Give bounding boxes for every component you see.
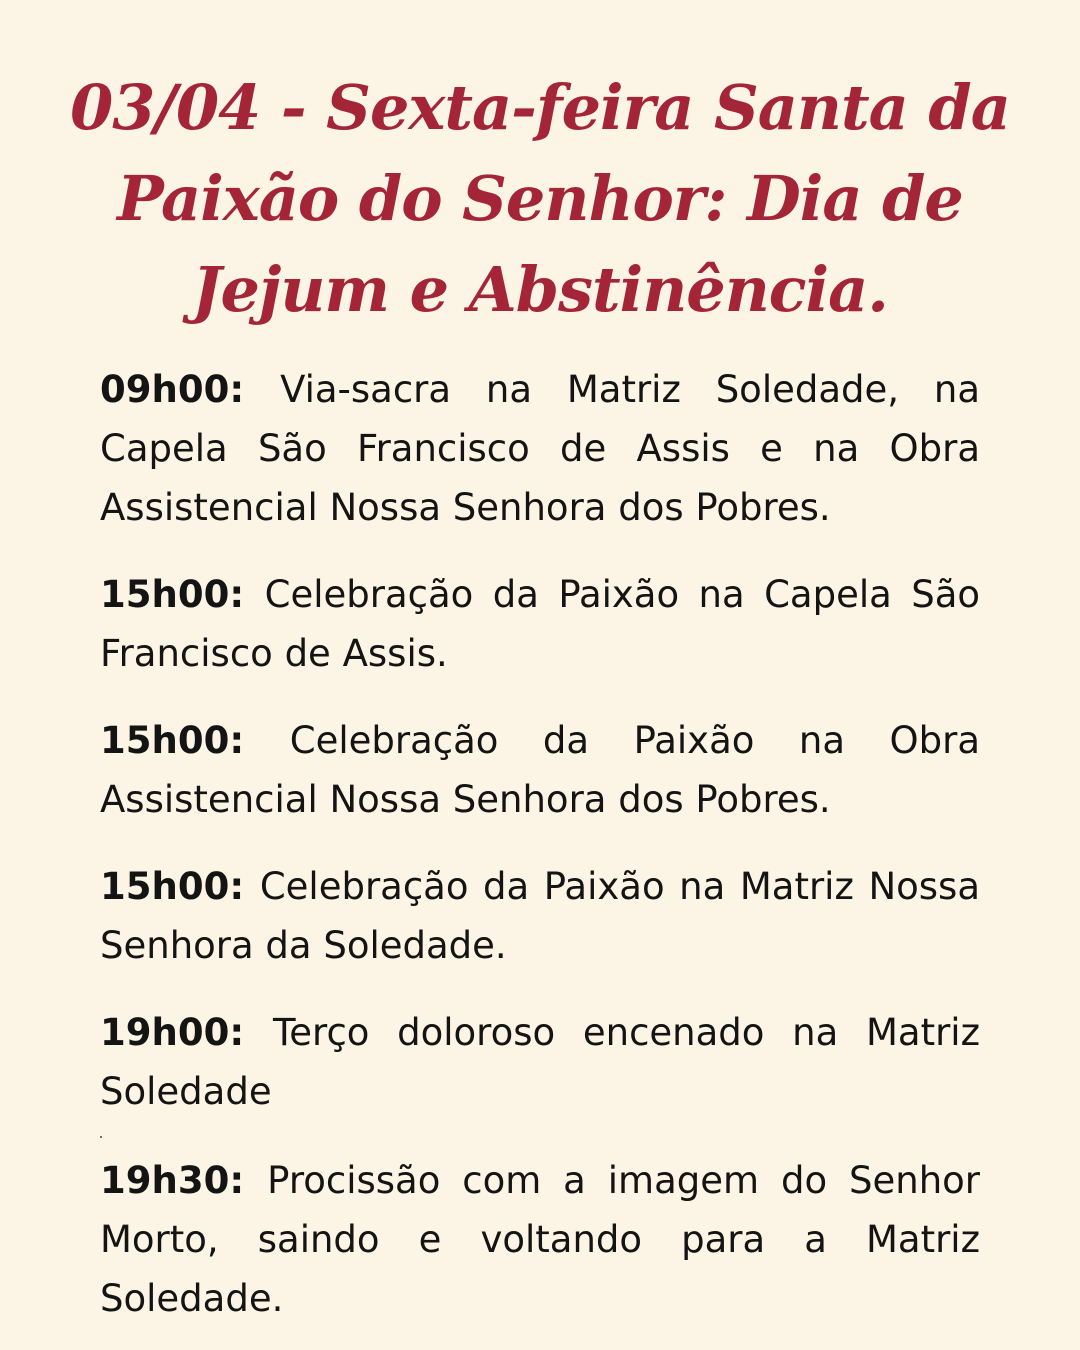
- schedule-entry: [100, 1003, 980, 1121]
- schedule-entry: [100, 711, 980, 829]
- entry-text: Terço doloroso encenado na Matriz Soledade: [100, 1011, 981, 1113]
- schedule-list: [100, 360, 980, 1328]
- entry-time: 15h00:: [100, 719, 290, 762]
- schedule-entry: [100, 565, 980, 683]
- entry-text: Procissão com a imagem do Senhor Morto, saindo e voltando para a Matriz Soledade.: [100, 1159, 980, 1320]
- entry-time: 19h00:: [100, 1011, 273, 1054]
- entry-text: Celebração da Paixão na Capela São Francisco de Assis.: [100, 573, 980, 675]
- entry-text: Via-sacra na Matriz Soledade, na Capela São Francisco de Assis e na Obra Assistencial Nossa Senhora dos Pobres.: [100, 368, 980, 529]
- schedule-entry: [100, 857, 980, 975]
- entry-time: 19h30:: [100, 1159, 268, 1202]
- entry-time: 15h00:: [100, 573, 265, 616]
- stray-dot: [100, 1136, 102, 1138]
- schedule-entry: [100, 1151, 980, 1328]
- page-title: 03/04 - Sexta-feira Santa da Paixão do Senhor: Dia de Jejum e Abstinência.: [70, 71, 1010, 326]
- entry-time: 09h00:: [100, 368, 281, 411]
- entry-text: Celebração da Paixão na Matriz Nossa Senhora da Soledade.: [100, 865, 980, 967]
- entry-time: 15h00:: [100, 865, 260, 908]
- entry-text: Celebração da Paixão na Obra Assistencial Nossa Senhora dos Pobres.: [100, 719, 980, 821]
- schedule-entry: [100, 360, 980, 537]
